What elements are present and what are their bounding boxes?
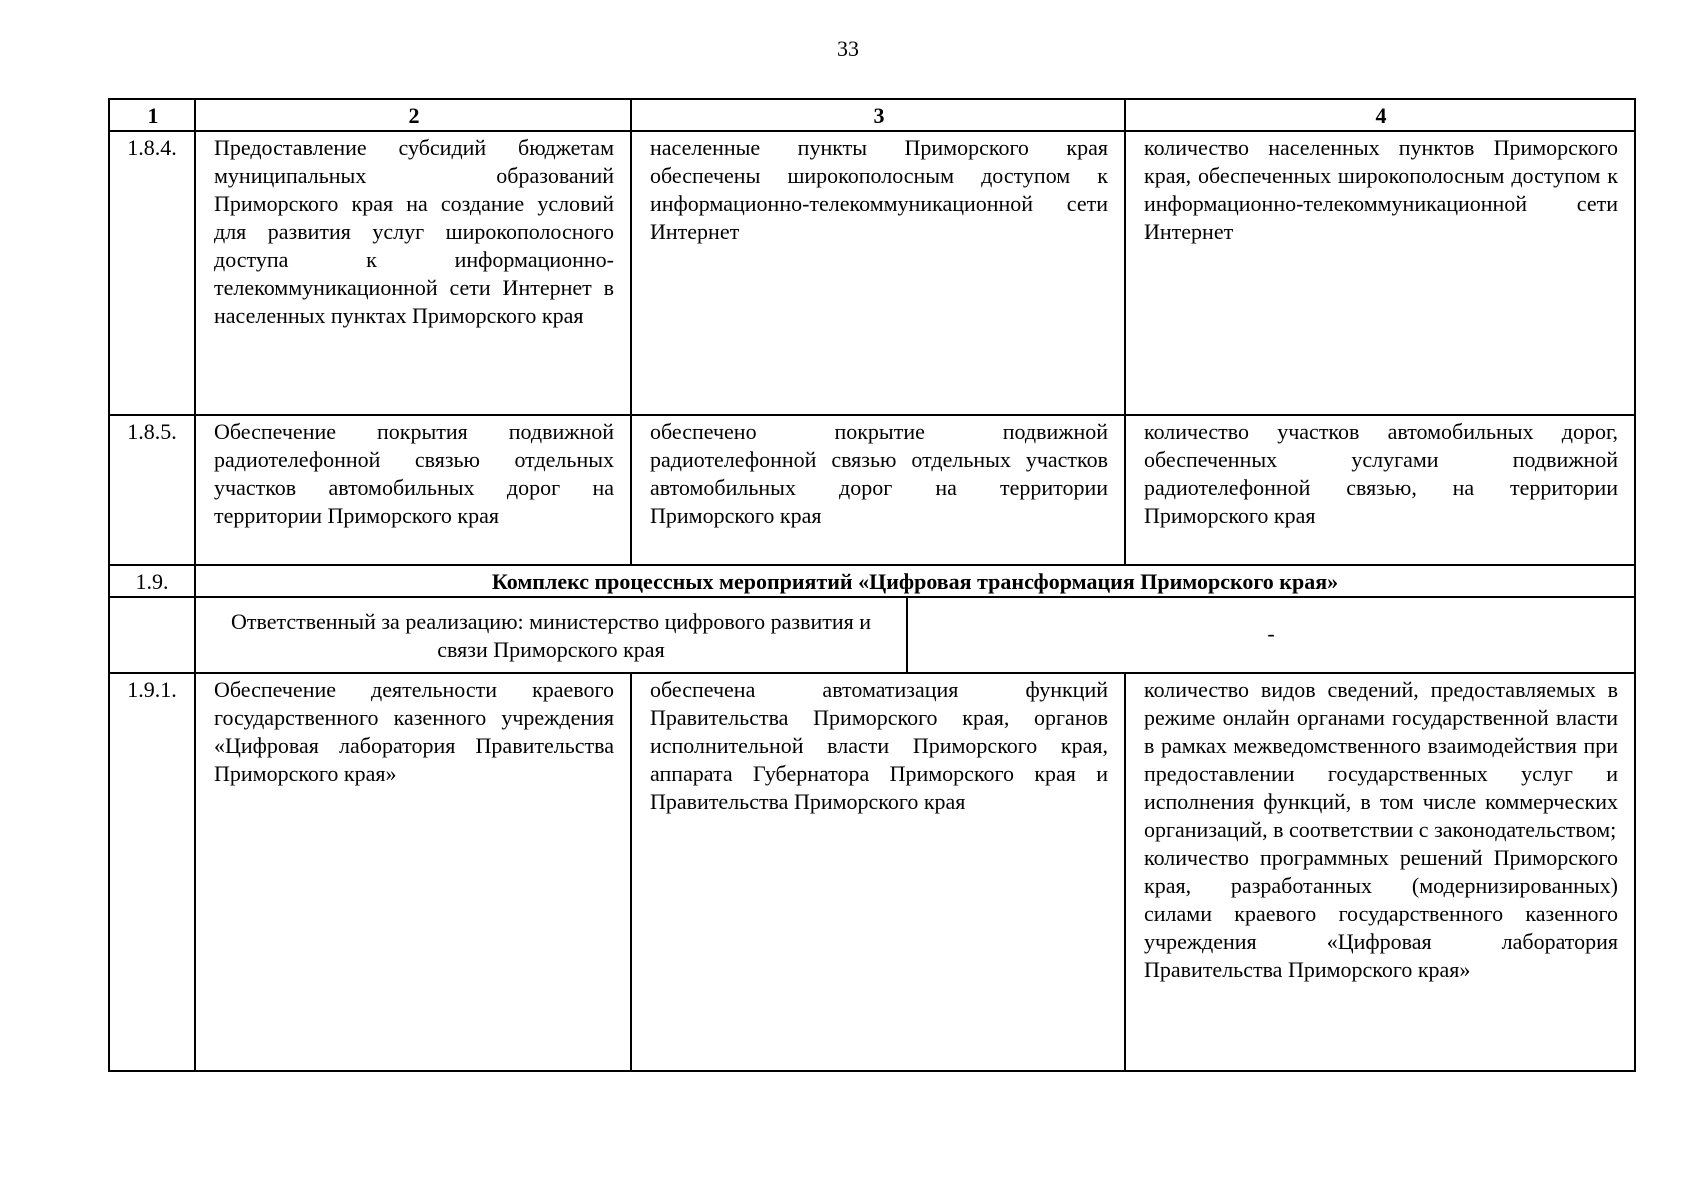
responsible-cell [195,597,1635,673]
responsible-dash: - [1267,621,1275,646]
activity-cell: Обеспечение покрытия подвижной радиотелефонной связью отдельных участков автомобильных дорог на территории Приморского края [195,415,631,565]
responsible-text: Ответственный за реализацию: министерство цифрового развития и связи Приморского края [196,598,908,672]
section-row [109,565,1635,597]
header-col-4: 4 [1125,99,1635,131]
table-row [109,131,1635,415]
indicator-cell: количество населенных пунктов Приморского края, обеспеченных широкополосным доступом к информационно-телекоммуникационной сети Интернет [1125,131,1635,415]
document-table [108,98,1636,1072]
row-number: 1.9.1. [109,673,195,1071]
table-row [109,673,1635,1071]
header-col-3: 3 [631,99,1125,131]
row-number: 1.8.4. [109,131,195,415]
indicator-cell [1125,673,1635,1071]
indicator-part-1: количество видов сведений, предоставляемых в режиме онлайн органами государственной власти в рамках межведомственного взаимодействия при предоставлении государственных услуг и исполнения функций, в том числе коммерческих организаций, в соответствии с законодательством; [1144,677,1618,842]
activity-cell: Предоставление субсидий бюджетам муниципальных образований Приморского края на создание условий для развития услуг широкополосного доступа к информационно-телекоммуникационной сети Интернет в населенных пунктах Приморского края [195,131,631,415]
header-col-1: 1 [109,99,195,131]
row-number: 1.8.5. [109,415,195,565]
page-number: 33 [837,36,859,61]
responsible-row [109,597,1635,673]
table-header-row [109,99,1635,131]
section-number: 1.9. [109,565,195,597]
indicator-part-2: количество программных решений Приморского края, разработанных (модернизированных) силами краевого государственного казенного учреждения «Цифровая лаборатория Правительства Приморского края» [1144,845,1618,982]
activity-cell: Обеспечение деятельности краевого государственного казенного учреждения «Цифровая лаборатория Правительства Приморского края» [195,673,631,1071]
section-title: Комплекс процессных мероприятий «Цифровая трансформация Приморского края» [195,565,1635,597]
empty-number-cell [109,597,195,673]
result-cell: обеспечена автоматизация функций Правительства Приморского края, органов исполнительной власти Приморского края, аппарата Губернатора Приморского края и Правительства Приморского края [631,673,1125,1071]
result-cell: обеспечено покрытие подвижной радиотелефонной связью отдельных участков автомобильных дорог на территории Приморского края [631,415,1125,565]
indicator-cell: количество участков автомобильных дорог, обеспеченных услугами подвижной радиотелефонной связью, на территории Приморского края [1125,415,1635,565]
result-cell: населенные пункты Приморского края обеспечены широкополосным доступом к информационно-телекоммуникационной сети Интернет [631,131,1125,415]
header-col-2: 2 [195,99,631,131]
table-row [109,415,1635,565]
